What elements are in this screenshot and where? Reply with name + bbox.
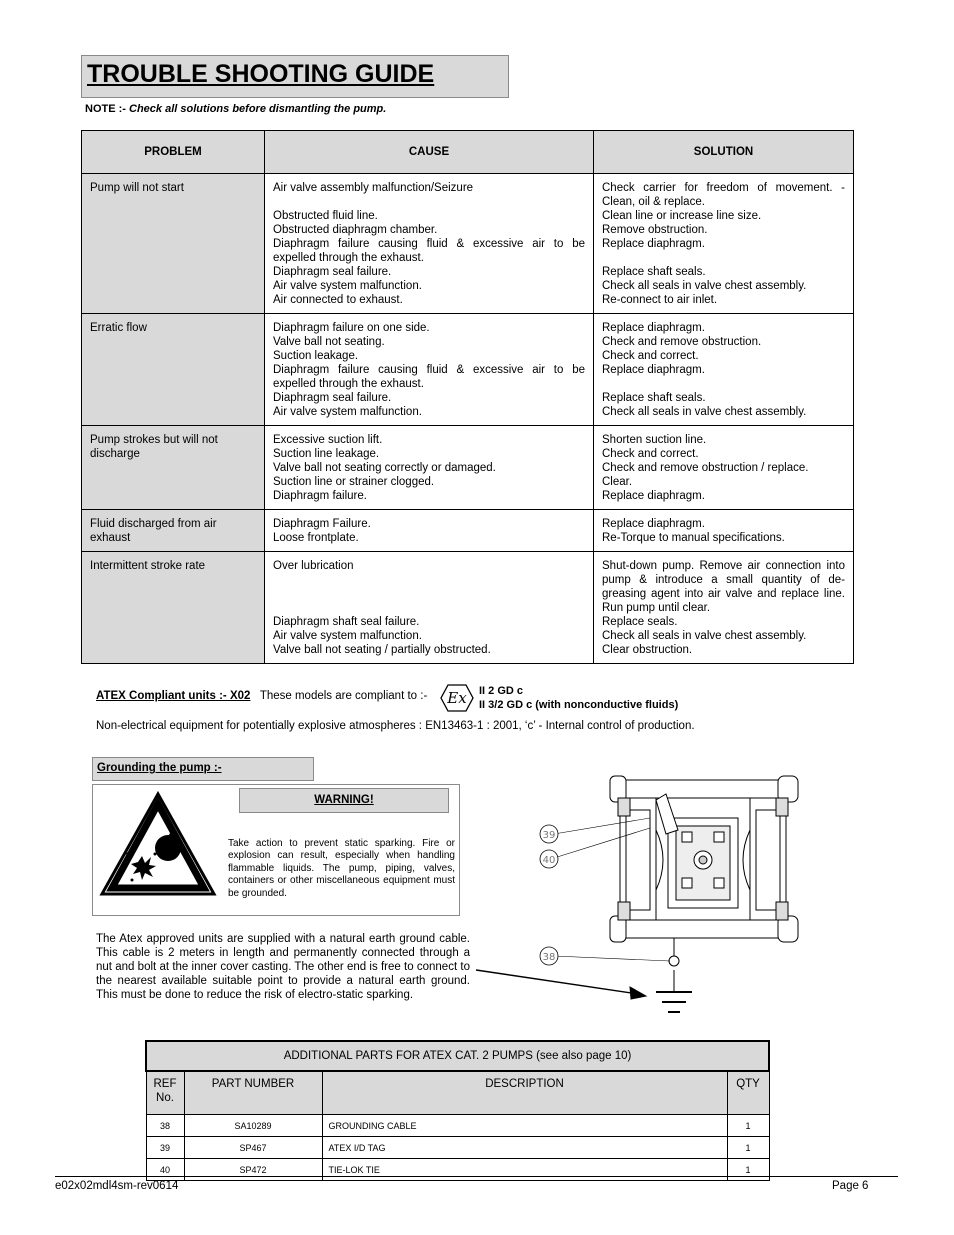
parts-row (146, 1159, 769, 1181)
cause-line: Valve ball not seating. (273, 336, 385, 348)
parts-header-desc: DESCRIPTION (322, 1071, 727, 1115)
parts-header-qty: QTY (727, 1071, 769, 1115)
cell-cause (265, 426, 594, 510)
table-body (82, 174, 854, 664)
callout-39: 39 (542, 830, 556, 841)
part-qty: 1 (727, 1159, 769, 1181)
cause-line: Diaphragm failure causing fluid & excessive air to be expelled through the exhaust. (273, 364, 585, 390)
solution-line: Replace diaphragm. (602, 364, 705, 376)
header-problem: PROBLEM (82, 131, 265, 174)
atex-codes (479, 684, 678, 712)
part-number: SA10289 (184, 1115, 322, 1137)
table-row (82, 426, 854, 510)
cell-solution (594, 174, 854, 314)
document-code: e02x02mdl4sm-rev0614 (55, 1180, 179, 1192)
cell-problem (82, 314, 265, 426)
cause-line: Diaphragm Failure. (273, 518, 371, 530)
page-title-box (81, 55, 509, 98)
solution-line: Check carrier for freedom of movement. - Clean, oil & replace. (602, 182, 845, 208)
atex-line (96, 690, 427, 702)
grounding-title-box (92, 757, 314, 781)
parts-row (146, 1137, 769, 1159)
solution-line (602, 377, 845, 391)
solution-line: Replace diaphragm. (602, 518, 705, 530)
problem-line: Erratic flow (90, 322, 147, 334)
header-cause: CAUSE (265, 131, 594, 174)
cause-line: Air valve system malfunction. (273, 406, 422, 418)
cause-line: Over lubrication (273, 560, 354, 572)
parts-header-part: PART NUMBER (184, 1071, 322, 1115)
cell-solution (594, 314, 854, 426)
cause-line: Suction line or strainer clogged. (273, 476, 435, 488)
cause-line: Air valve system malfunction. (273, 630, 422, 642)
header-solution: SOLUTION (594, 131, 854, 174)
cell-cause (265, 174, 594, 314)
grounding-paragraph: The Atex approved units are supplied with a natural earth ground cable. This cable is 2 meters in length and permanently connected through a nut and bolt at the inner cover casting. The other end is free to connect to the nearest available suitable point to provide a natural earth ground. This must be done to reduce the risk of electro-static sparking. (96, 933, 470, 1001)
cause-line: Suction leakage. (273, 350, 359, 362)
solution-line: Clear obstruction. (602, 644, 693, 656)
cause-line: Diaphragm shaft seal failure. (273, 616, 420, 628)
solution-line: Check and remove obstruction / replace. (602, 462, 809, 474)
solution-line: Check and correct. (602, 350, 699, 362)
cause-line: Valve ball not seating correctly or damaged. (273, 462, 496, 474)
warning-title: WARNING! (314, 794, 374, 806)
cause-line (273, 587, 585, 601)
solution-line (602, 251, 845, 265)
part-description: ATEX I/D TAG (322, 1137, 727, 1159)
table-row (82, 314, 854, 426)
solution-line: Remove obstruction. (602, 224, 708, 236)
cause-line: Loose frontplate. (273, 532, 359, 544)
cell-solution (594, 552, 854, 664)
part-qty: 1 (727, 1137, 769, 1159)
part-ref: 39 (146, 1137, 184, 1159)
solution-line: Clear. (602, 476, 633, 488)
solution-line: Replace diaphragm. (602, 238, 705, 250)
parts-header-row (146, 1071, 769, 1115)
cause-line: Air valve system malfunction. (273, 280, 422, 292)
cause-line (273, 573, 585, 587)
parts-header-ref: REF No. (146, 1071, 184, 1115)
table-row (82, 552, 854, 664)
ex-hexagon-icon (440, 684, 474, 717)
cell-problem (82, 426, 265, 510)
cell-problem (82, 510, 265, 552)
cell-cause (265, 552, 594, 664)
cell-solution (594, 510, 854, 552)
solution-line: Shut-down pump. Remove air connection into pump & introduce a small quantity of de-greasing agent into air valve and replace line. Run pump until clear. (602, 560, 845, 614)
footer-divider (55, 1176, 898, 1177)
parts-row (146, 1115, 769, 1137)
part-ref: 40 (146, 1159, 184, 1181)
cause-line: Diaphragm failure. (273, 490, 367, 502)
troubleshooting-table (81, 130, 854, 664)
callout-38: 38 (542, 952, 556, 963)
cell-solution (594, 426, 854, 510)
solution-line: Re-Torque to manual specifications. (602, 532, 785, 544)
cause-line: Excessive suction lift. (273, 434, 383, 446)
part-description: TIE-LOK TIE (322, 1159, 727, 1181)
solution-line: Replace diaphragm. (602, 322, 705, 334)
part-number: SP472 (184, 1159, 322, 1181)
grounding-title: Grounding the pump :- (97, 762, 222, 774)
cause-line: Valve ball not seating / partially obstructed. (273, 644, 491, 656)
solution-line: Check all seals in valve chest assembly. (602, 630, 807, 642)
part-description: GROUNDING CABLE (322, 1115, 727, 1137)
atex-code-1: II 2 GD c (479, 685, 524, 697)
solution-line: Replace shaft seals. (602, 266, 706, 278)
explosion-warning-icon (98, 790, 218, 905)
problem-line: Fluid discharged from air exhaust (90, 518, 217, 544)
problem-line: Pump will not start (90, 182, 184, 194)
solution-line: Re-connect to air inlet. (602, 294, 718, 306)
cause-line: Diaphragm seal failure. (273, 266, 392, 278)
cell-problem (82, 174, 265, 314)
atex-compliant-text: These models are compliant to :- (259, 690, 428, 702)
pump-grounding-diagram (470, 770, 830, 1025)
cause-line: Suction line leakage. (273, 448, 380, 460)
solution-line: Check and remove obstruction. (602, 336, 762, 348)
parts-table-title: ADDITIONAL PARTS FOR ATEX CAT. 2 PUMPS (see also page 10) (146, 1041, 769, 1071)
cause-line (273, 601, 585, 615)
part-ref: 38 (146, 1115, 184, 1137)
page-title: TROUBLE SHOOTING GUIDE (87, 60, 435, 88)
solution-line: Check all seals in valve chest assembly. (602, 280, 807, 292)
cause-line (273, 195, 585, 209)
cell-cause (265, 314, 594, 426)
solution-line: Shorten suction line. (602, 434, 707, 446)
cause-line: Obstructed diaphragm chamber. (273, 224, 438, 236)
cause-line: Diaphragm failure on one side. (273, 322, 430, 334)
note-text: Check all solutions before dismantling the pump. (129, 103, 387, 115)
problem-line: Intermittent stroke rate (90, 560, 206, 572)
table-header-row (82, 131, 854, 174)
part-qty: 1 (727, 1115, 769, 1137)
solution-line: Replace shaft seals. (602, 392, 706, 404)
solution-line: Replace seals. (602, 616, 678, 628)
cell-problem (82, 552, 265, 664)
ex-symbol: Ex (447, 689, 467, 707)
cause-line: Diaphragm seal failure. (273, 392, 392, 404)
solution-line: Check and correct. (602, 448, 699, 460)
nonelectrical-statement: Non-electrical equipment for potentially explosive atmospheres : EN13463-1 : 2001, ‘c’ - Internal control of production. (96, 720, 695, 732)
cause-line: Air connected to exhaust. (273, 294, 403, 306)
warning-text: Take action to prevent static sparking. Fire or explosion can result, especially when handling flammable liquids. The pump, piping, valves, containers or other miscellaneous equipment must be grounded. (228, 838, 455, 899)
cell-cause (265, 510, 594, 552)
part-number: SP467 (184, 1137, 322, 1159)
table-row (82, 174, 854, 314)
page-number: Page 6 (832, 1180, 869, 1192)
solution-line: Replace diaphragm. (602, 490, 705, 502)
cause-line: Air valve assembly malfunction/Seizure (273, 182, 474, 194)
table-row (82, 510, 854, 552)
atex-code-2: II 3/2 GD c (with nonconductive fluids) (479, 699, 679, 711)
atex-title: ATEX Compliant units :- X02 (96, 690, 251, 702)
problem-line: Pump strokes but will not discharge (90, 434, 218, 460)
cause-line: Obstructed fluid line. (273, 210, 378, 222)
cause-line: Diaphragm failure causing fluid & excessive air to be expelled through the exhaust. (273, 238, 585, 264)
warning-header (239, 788, 449, 813)
solution-line: Clean line or increase line size. (602, 210, 762, 222)
solution-line: Check all seals in valve chest assembly. (602, 406, 807, 418)
callout-40: 40 (542, 855, 556, 866)
note-label: NOTE :- (85, 103, 126, 115)
note (85, 103, 386, 115)
atex-parts-table (145, 1040, 770, 1181)
